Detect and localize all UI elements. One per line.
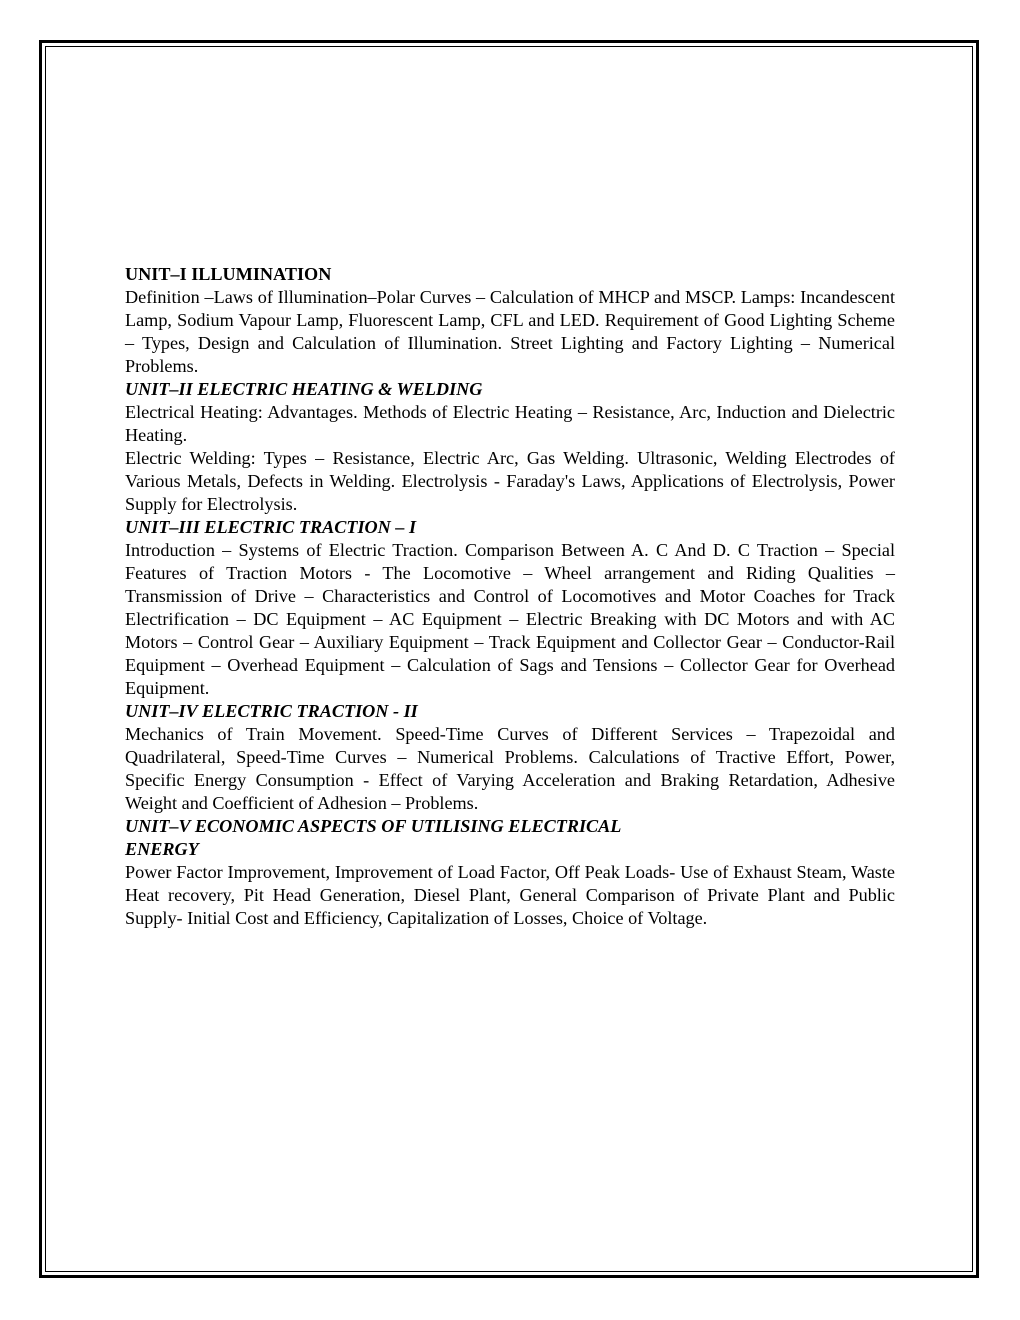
unit-5-heading-line-1: UNIT–V ECONOMIC ASPECTS OF UTILISING ELECTRICAL <box>125 816 622 836</box>
unit-1-paragraph: Definition –Laws of Illumination–Polar Curves – Calculation of MHCP and MSCP. Lamps: Incandescent Lamp, Sodium Vapour Lamp, Fluorescent Lamp, CFL and LED. Requirement of Good Lighting Scheme – Types, Design and Calculation of Illumination. Street Lighting and Factory Lighting – Numerical Problems. <box>125 287 895 376</box>
unit-5-section <box>125 815 895 930</box>
unit-4-heading: UNIT–IV ELECTRIC TRACTION - II <box>125 701 418 721</box>
unit-2-section <box>125 378 895 516</box>
unit-3-heading: UNIT–III ELECTRIC TRACTION – I <box>125 517 417 537</box>
syllabus-content <box>125 263 895 930</box>
unit-2-heading: UNIT–II ELECTRIC HEATING & WELDING <box>125 379 483 399</box>
unit-5-paragraph: Power Factor Improvement, Improvement of Load Factor, Off Peak Loads- Use of Exhaust Steam, Waste Heat recovery, Pit Head Generation, Diesel Plant, General Comparison of Private Plant and Public Supply- Initial Cost and Efficiency, Capitalization of Losses, Choice of Voltage. <box>125 862 895 928</box>
unit-4-paragraph: Mechanics of Train Movement. Speed-Time Curves of Different Services – Trapezoidal and Quadrilateral, Speed-Time Curves – Numerical Problems. Calculations of Tractive Effort, Power, Specific Energy Consumption - Effect of Varying Acceleration and Braking Retardation, Adhesive Weight and Coefficient of Adhesion – Problems. <box>125 724 895 813</box>
unit-3-paragraph: Introduction – Systems of Electric Traction. Comparison Between A. C And D. C Traction – Special Features of Traction Motors - The Locomotive – Wheel arrangement and Riding Qualities – Transmission of Drive – Characteristics and Control of Locomotives and Motor Coaches for Track Electrification – DC Equipment – AC Equipment – Electric Breaking with DC Motors and with AC Motors – Control Gear – Auxiliary Equipment – Track Equipment and Collector Gear – Conductor-Rail Equipment – Overhead Equipment – Calculation of Sags and Tensions – Collector Gear for Overhead Equipment. <box>125 540 895 698</box>
unit-1-heading: UNIT–I ILLUMINATION <box>125 264 332 284</box>
unit-5-heading-line-2: ENERGY <box>125 839 199 859</box>
unit-2-paragraph-heating: Electrical Heating: Advantages. Methods of Electric Heating – Resistance, Arc, Induction and Dielectric Heating. <box>125 402 895 445</box>
unit-2-paragraph-welding: Electric Welding: Types – Resistance, Electric Arc, Gas Welding. Ultrasonic, Welding Electrodes of Various Metals, Defects in Welding. Electrolysis - Faraday's Laws, Applications of Electrolysis, Power Supply for Electrolysis. <box>125 448 895 514</box>
unit-4-section <box>125 700 895 815</box>
unit-3-section <box>125 516 895 700</box>
unit-1-section <box>125 263 895 378</box>
